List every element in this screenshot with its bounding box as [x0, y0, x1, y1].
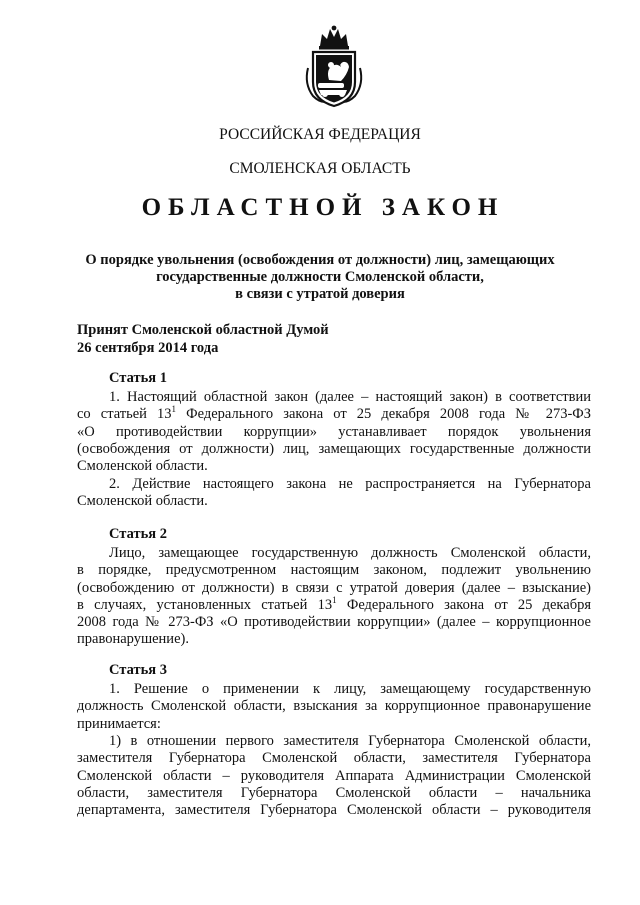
country-heading: РОССИЙСКАЯ ФЕДЕРАЦИЯ [219, 126, 421, 143]
law-title-line: государственные должности Смоленской области, [156, 269, 484, 285]
article-heading: Статья 3 [109, 662, 167, 678]
adoption-note [77, 321, 329, 357]
article-paragraph [77, 476, 591, 511]
text-line: области, заместителя Губернатора Смоленской области – начальника [77, 784, 591, 801]
superscript: 1 [171, 404, 177, 415]
text-line: «О противодействии коррупции» устанавливает порядок увольнения [77, 423, 591, 440]
law-title-line: в связи с утратой доверия [235, 286, 405, 302]
article-paragraph [77, 545, 591, 649]
article-paragraph [77, 389, 591, 475]
adoption-date: 26 сентября 2014 года [77, 340, 219, 356]
text-line: в порядке, предусмотренном настоящим законом, подлежит увольнению [77, 562, 591, 579]
law-title [0, 252, 640, 303]
text-line: Смоленской области. [77, 458, 208, 475]
text-line: правонарушение). [77, 631, 189, 648]
text-line: 1. Настоящий областной закон (далее – настоящий закон) в соответствии [109, 389, 591, 405]
text-line: должность Смоленской области, взыскания за коррупционное правонарушение [77, 698, 591, 715]
text-line: 1. Решение о применении к лицу, замещающему государственную [109, 681, 591, 697]
article-paragraph [77, 733, 591, 819]
adoption-line: Принят Смоленской областной Думой [77, 322, 329, 338]
article-heading: Статья 2 [109, 526, 167, 542]
text-line: 2008 года № 273-ФЗ «О противодействии коррупции» (далее – коррупционное [77, 614, 591, 631]
document-type-heading: ОБЛАСТНОЙ ЗАКОН [141, 194, 505, 221]
text-line: Лицо, замещающее государственную должность Смоленской области, [109, 545, 591, 561]
superscript: 1 [332, 594, 337, 605]
text-line: принимается: [77, 715, 161, 732]
text-line: департамента, заместителя Губернатора Смоленской области – руководителя [77, 802, 591, 819]
law-title-line: О порядке увольнения (освобождения от должности) лиц, замещающих [85, 252, 555, 268]
text-line: (освобождению от должности) в связи с утратой доверия (далее – взыскание) [77, 579, 591, 596]
text-line: со статьей $13^1$ Федерального закона от 25 декабря 2008 года № 273-ФЗ [77, 404, 591, 423]
coat-of-arms-icon [301, 22, 367, 108]
article-paragraph [77, 681, 591, 733]
text-line: заместителя Губернатора Смоленской области, заместителя Губернатора [77, 750, 591, 767]
text-line: в случаях, установленных статьей $13^1$ Федерального закона от 25 декабря [77, 594, 591, 613]
region-heading: СМОЛЕНСКАЯ ОБЛАСТЬ [229, 160, 411, 177]
text-line: 1) в отношении первого заместителя Губернатора Смоленской области, [109, 733, 591, 749]
text-line: 2. Действие настоящего закона не распространяется на Губернатора [109, 476, 591, 492]
article-heading: Статья 1 [109, 370, 167, 386]
text-line: (освобождения от должности) лиц, замещающих государственные должности [77, 440, 591, 457]
text-line: Смоленской области – руководителя Аппарата Администрации Смоленской [77, 767, 591, 784]
text-line: Смоленской области. [77, 493, 208, 510]
